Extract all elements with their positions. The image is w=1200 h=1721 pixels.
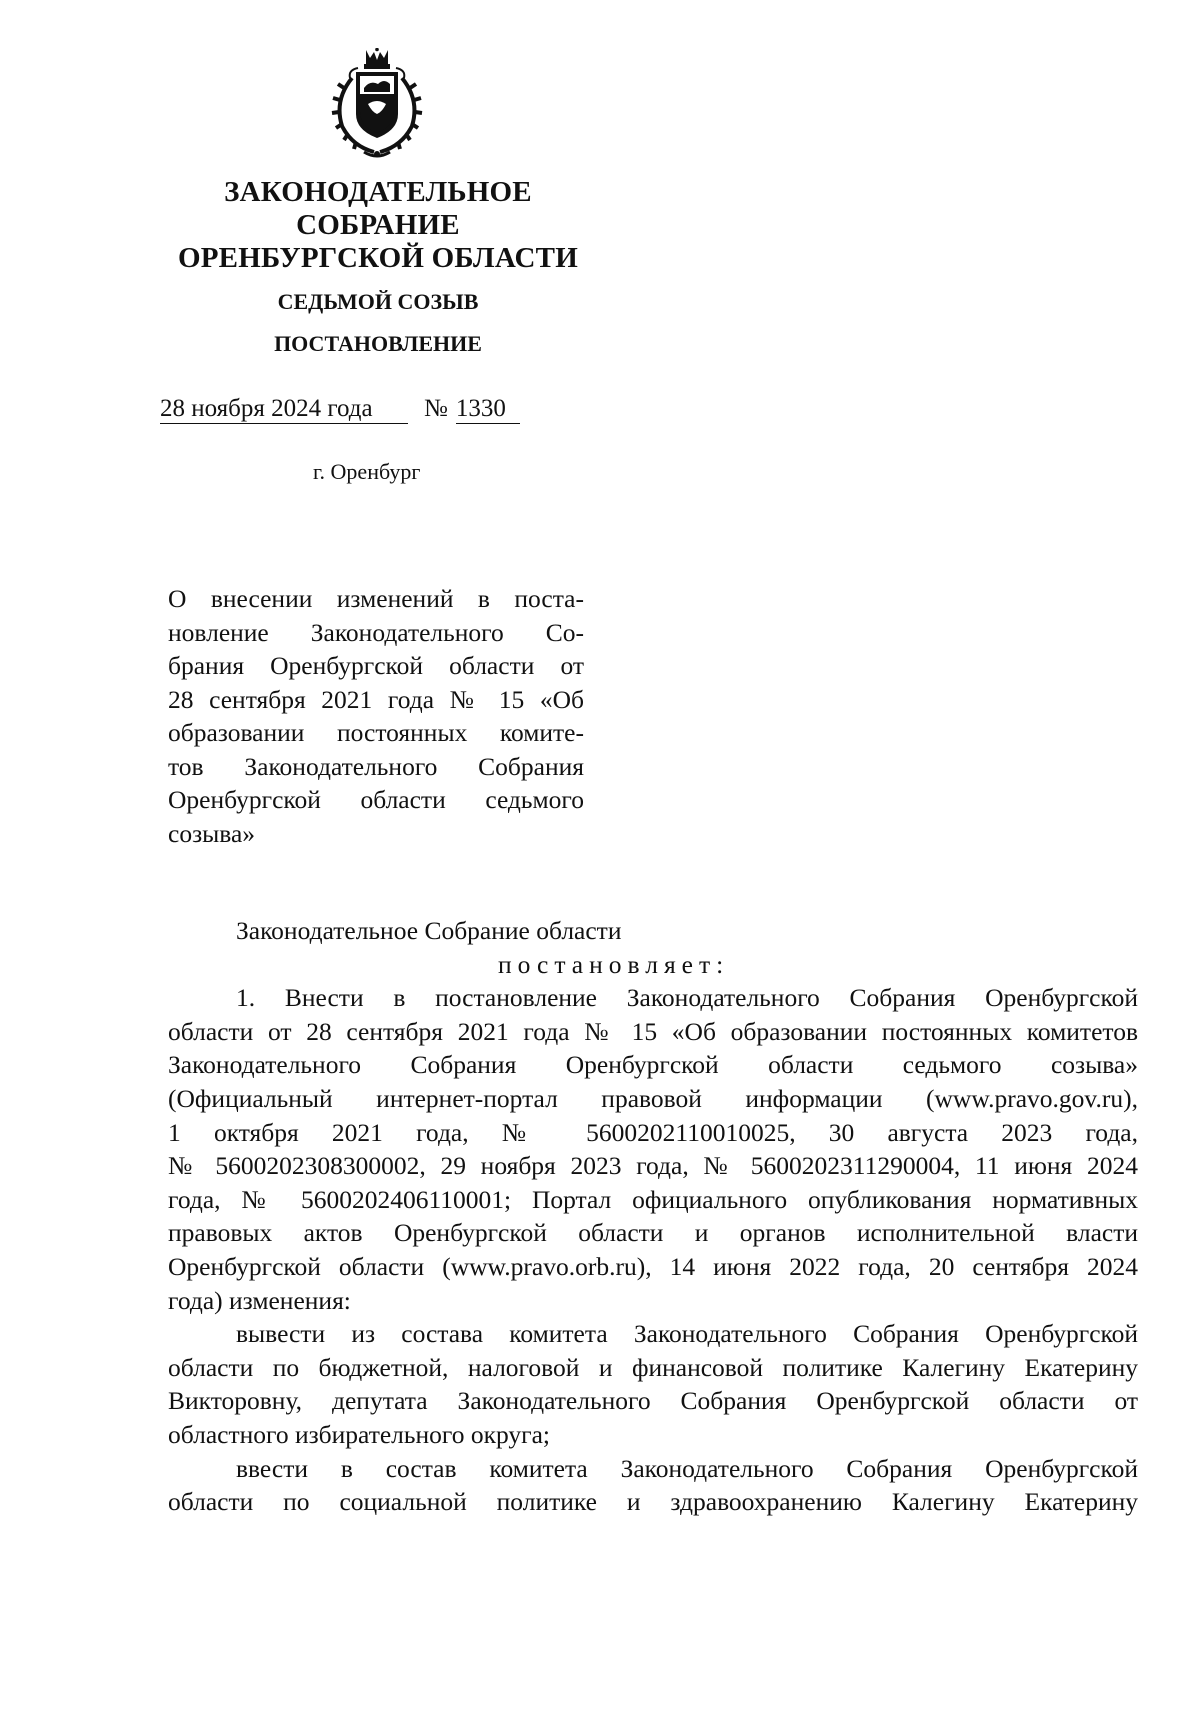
body-line: ввести в состав комитета Законодательного Собрания Оренбургской: [236, 1453, 1138, 1483]
document-date: 28 ноября 2024 года: [160, 395, 408, 424]
body-line: года) изменения:: [168, 1285, 351, 1315]
title-line: О внесении изменений в поста-: [168, 584, 584, 613]
body-line: Викторовну, депутата Законодательного Собрания Оренбургской области от: [168, 1386, 1138, 1416]
body-line: года, № 5600202406110001; Портал официального опубликования нормативных: [168, 1184, 1138, 1214]
org-name-line-1: ЗАКОНОДАТЕЛЬНОЕ: [224, 176, 532, 208]
title-line: созыва»: [168, 818, 256, 848]
body-line: Законодательного Собрания Оренбургской области седьмого созыва»: [168, 1050, 1138, 1080]
convocation-label: СЕДЬМОЙ СОЗЫВ: [277, 289, 479, 314]
body-line: областного избирательного округа;: [168, 1419, 551, 1449]
document-type: ПОСТАНОВЛЕНИЕ: [274, 331, 482, 356]
org-name-line-3: ОРЕНБУРГСКОЙ ОБЛАСТИ: [178, 242, 578, 274]
coat-of-arms-icon: [328, 48, 426, 160]
title-line: брания Оренбургской области от: [168, 651, 584, 680]
title-line: образовании постоянных комите-: [168, 718, 584, 747]
document-number: 1330: [456, 395, 520, 424]
title-line: 28 сентября 2021 года № 15 «Об: [168, 684, 584, 714]
body-line: области по бюджетной, налоговой и финансовой политике Калегину Екатерину: [168, 1352, 1138, 1382]
body-line: (Официальный интернет-портал правовой информации (www.pravo.gov.ru),: [168, 1083, 1138, 1113]
title-line: Оренбургской области седьмого: [168, 785, 584, 814]
body-line: 1 октября 2021 года, № 5600202110010025, 30 августа 2023 года,: [168, 1117, 1138, 1147]
document-title: [168, 582, 584, 850]
org-name-line-2: СОБРАНИЕ: [296, 209, 460, 241]
date-number-line: [160, 394, 520, 424]
number-sign: №: [424, 395, 448, 422]
title-line: новление Законодательного Со-: [168, 617, 584, 647]
document-header: [166, 176, 590, 357]
body-line: № 5600202308300002, 29 ноября 2023 года, № 5600202311290004, 11 июня 2024: [168, 1151, 1138, 1181]
body-line: Законодательное Собрание области: [236, 916, 622, 945]
title-line: тов Законодательного Собрания: [168, 751, 584, 781]
body-line: области по социальной политике и здравоохранению Калегину Екатерину: [168, 1487, 1138, 1517]
body-line: области от 28 сентября 2021 года № 15 «Об образовании постоянных комитетов: [168, 1016, 1138, 1046]
body-line: вывести из состава комитета Законодательного Собрания Оренбургской: [236, 1319, 1138, 1349]
body-line: постановляет:: [498, 949, 730, 979]
document-city: г. Оренбург: [313, 459, 421, 484]
body-line: 1. Внести в постановление Законодательного Собрания Оренбургской: [236, 983, 1138, 1013]
document-body: [168, 914, 1138, 1519]
body-line: Оренбургской области (www.pravo.orb.ru), 14 июня 2022 года, 20 сентября 2024: [168, 1251, 1138, 1281]
body-line: правовых актов Оренбургской области и органов исполнительной власти: [168, 1218, 1138, 1248]
